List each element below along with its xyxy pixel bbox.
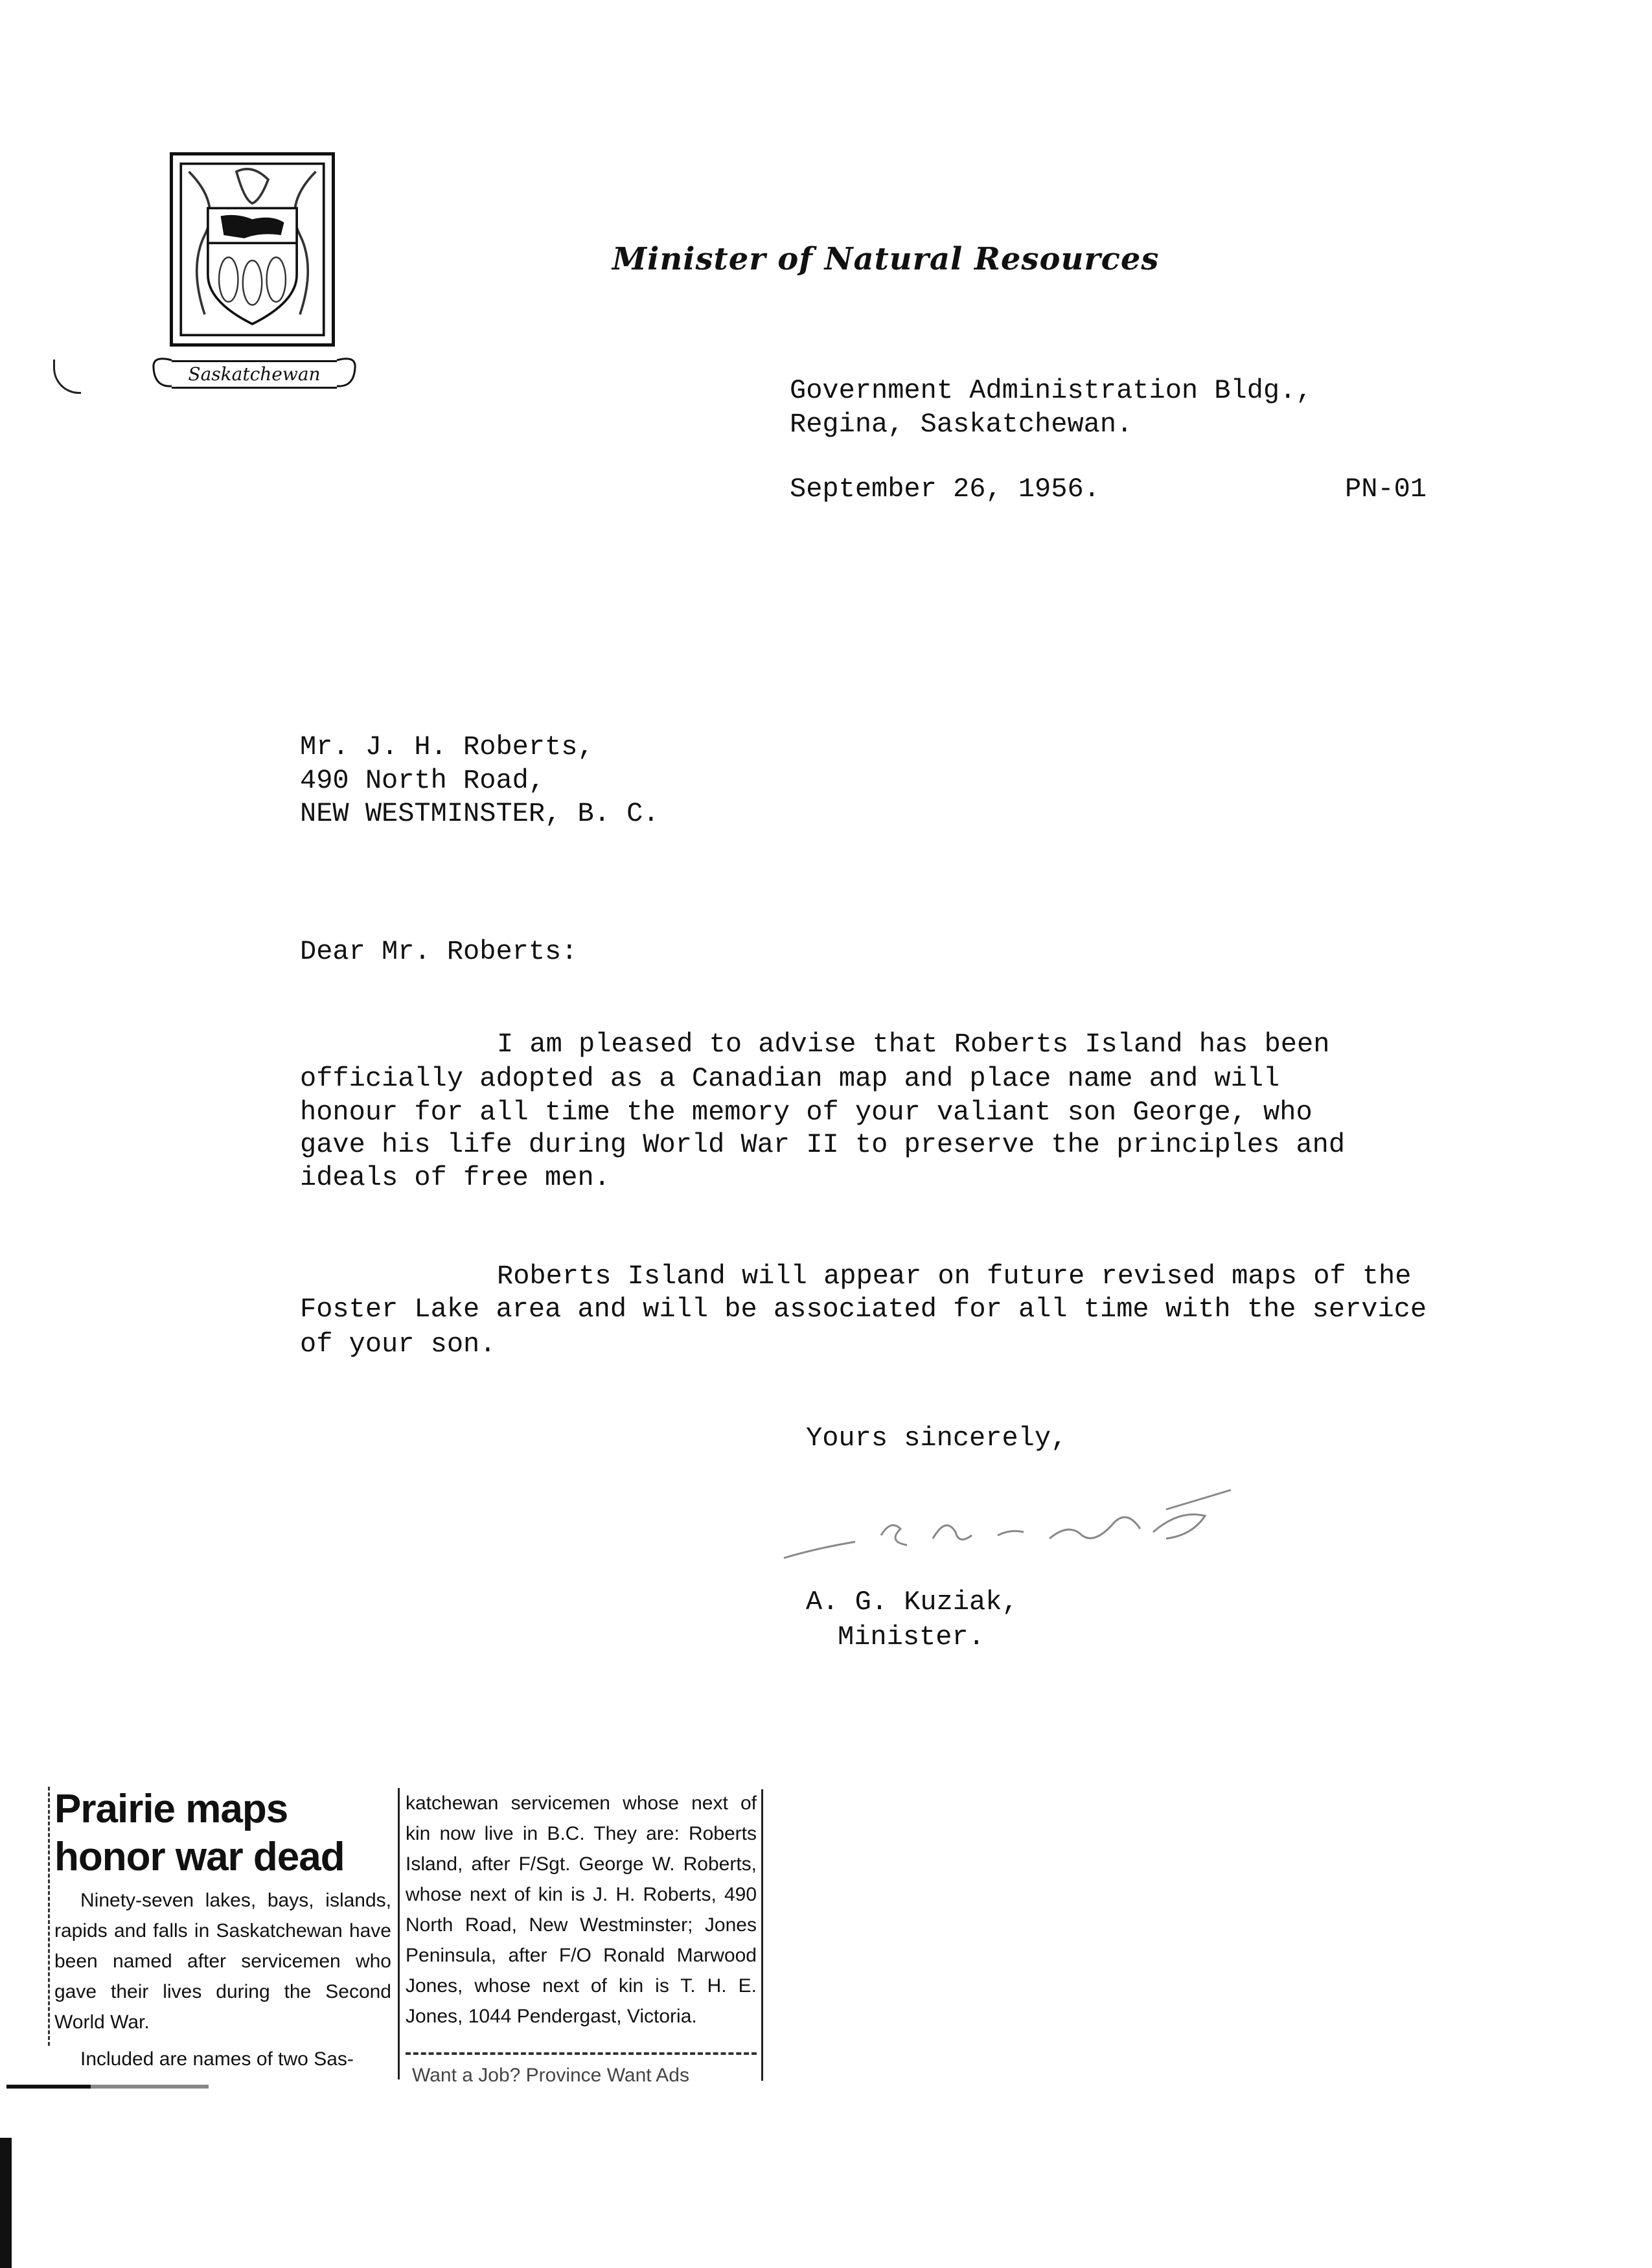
clipping-headline-line2: honor war dead: [54, 1835, 345, 1879]
clipping-headline-line1: Prairie maps: [54, 1787, 288, 1831]
clipping-column2: katchewan servicemen whose next of kin now live in B.C. They are: Roberts Island, after F/Sgt. George W. Roberts, whose next of kin is J. H. Roberts, 490 North Road, New Westminster; Jones Peninsula, after F/O Ronald Marwood Jones, whose next of kin is T. H. E. Jones, 1044 Pendergast, Victoria.: [406, 1793, 757, 2027]
recipient-name: Mr. J. H. Roberts,: [300, 731, 594, 762]
paragraph2-line: Foster Lake area and will be associated for all time with the service: [300, 1294, 1427, 1325]
scan-edge-mark: [0, 2138, 12, 2268]
recipient-city: NEW WESTMINSTER, B. C.: [300, 798, 660, 829]
crest-shield-icon: [173, 155, 332, 343]
clipping-edge-right: [761, 1789, 763, 2081]
paragraph1-line: ideals of free men.: [300, 1162, 610, 1193]
paragraph1-line: honour for all time the memory of your valiant son George, who: [300, 1097, 1313, 1128]
paragraph2-line: Roberts Island will appear on future revised maps of the: [497, 1261, 1412, 1292]
signer-name: A. G. Kuziak,: [806, 1586, 1018, 1618]
clipping-column1: Ninety-seven lakes, bays, islands, rapids and falls in Saskatchewan have been named after servicemen who gave their lives during the Second World War.: [54, 1890, 391, 2033]
clipping-torn-edge: [6, 2085, 343, 2089]
signer-title: Minister.: [838, 1621, 985, 1653]
sender-address-line2: Regina, Saskatchewan.: [790, 409, 1133, 440]
paragraph2-line: of your son.: [300, 1329, 496, 1360]
clipping-edge-left: [48, 1787, 50, 2046]
paragraph1-line: I am pleased to advise that Roberts Island has been: [497, 1029, 1330, 1060]
saskatchewan-coat-of-arms: [170, 152, 335, 347]
column-divider: [398, 1788, 400, 2079]
clipping-rule: [406, 2052, 757, 2055]
paragraph1-line: officially adopted as a Canadian map and place name and will: [300, 1063, 1280, 1094]
salutation: Dear Mr. Roberts:: [300, 936, 578, 967]
clipping-footer-ad: Want a Job? Province Want Ads: [412, 2065, 689, 2086]
clipping-column1-para2: Included are names of two Sas-: [80, 2048, 354, 2070]
recipient-street: 490 North Road,: [300, 765, 545, 796]
sender-address-line1: Government Administration Bldg.,: [790, 375, 1313, 406]
paragraph1-line: gave his life during World War II to preserve the principles and: [300, 1129, 1346, 1160]
valediction: Yours sincerely,: [806, 1423, 1068, 1454]
scan-mark: [53, 360, 81, 394]
signature-icon: [777, 1483, 1257, 1568]
office-heading: Minister of Natural Resources: [612, 241, 1160, 277]
crest-banner: [146, 355, 363, 391]
letter-date: September 26, 1956.: [790, 474, 1100, 505]
crest-label: Saskatchewan: [172, 360, 337, 389]
reference-number: PN-01: [1345, 474, 1427, 505]
